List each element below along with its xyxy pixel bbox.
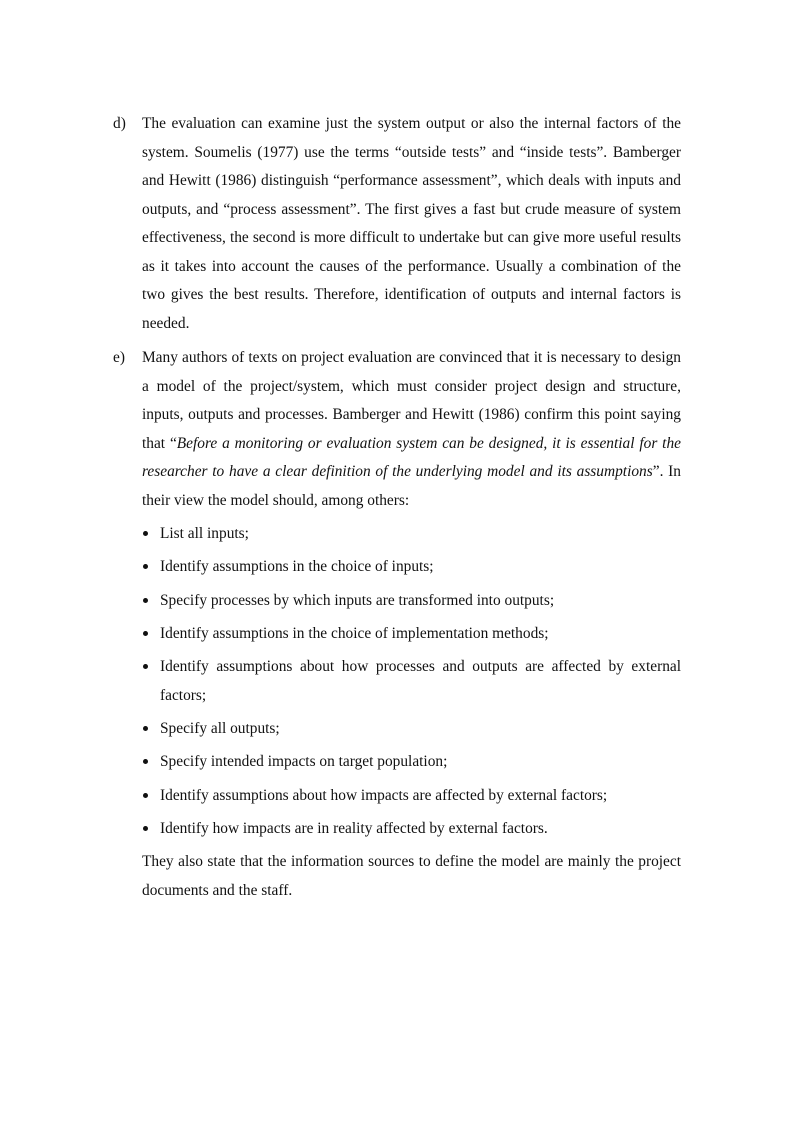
item-marker: e)	[113, 349, 125, 366]
list-item	[142, 815, 681, 844]
item-marker: d)	[113, 115, 126, 132]
bullet-text: Specify all outputs;	[160, 719, 280, 737]
bullet-icon	[143, 631, 148, 636]
list-item	[142, 520, 681, 549]
list-item-d	[113, 110, 681, 338]
bullet-text: List all inputs;	[160, 525, 249, 542]
list-item	[142, 587, 681, 616]
bullet-icon	[143, 726, 148, 731]
list-item	[142, 553, 681, 582]
paragraph-evaluation-scope: The evaluation can examine just the system output or also the internal factors of the system. Soumelis (1977) use the terms “outside tests” and “inside tests”. Bamberger and Hewitt (1986) distinguish “performance assessment”, which deals with inputs and outputs, and “process assessment”. The first gives a fast but crude measure of system effectiveness, the second is more difficult to undertake but can give more useful results as it takes into account the causes of the performance. Usually a combination of the two gives the best results. Therefore, identification of outputs and internal factors is needed.	[142, 115, 681, 332]
bullet-text: Identify assumptions about how processes and outputs are affected by external factors;	[160, 658, 681, 704]
model-requirements-list	[142, 520, 681, 843]
closing-paragraph: They also state that the information sources to define the model are mainly the project documents and the staff.	[142, 853, 681, 899]
bullet-icon	[143, 759, 148, 764]
bullet-text: Identify assumptions in the choice of inputs;	[160, 558, 434, 576]
bullet-text: Specify intended impacts on target population;	[160, 753, 448, 771]
bullet-icon	[143, 598, 148, 603]
bullet-icon	[143, 564, 148, 569]
item-body	[142, 110, 681, 338]
bullet-icon	[143, 531, 148, 536]
paragraph-project-model	[142, 344, 681, 515]
bullet-text: Specify processes by which inputs are transformed into outputs;	[160, 591, 555, 609]
list-item	[142, 782, 681, 811]
bullet-text: Identify assumptions about how impacts are affected by external factors;	[160, 786, 608, 804]
paragraph-text-before: Many authors of texts on project evaluation are convinced that it is necessary to design a model of the project/system, which must consider project design and structure, inputs, outputs and processes. Bamberger and Hewitt (1986) confirm this point saying that “	[142, 349, 681, 452]
bullet-icon	[143, 793, 148, 798]
bullet-icon	[143, 826, 148, 831]
list-item	[142, 715, 681, 744]
list-item	[142, 748, 681, 777]
paragraph-text-after: ”. In their view the model should, among others:	[142, 463, 681, 509]
item-body	[142, 344, 681, 905]
bullet-text: Identify assumptions in the choice of implementation methods;	[160, 624, 549, 642]
list-item	[142, 653, 681, 710]
bullet-icon	[143, 664, 148, 669]
list-item-e	[113, 344, 681, 905]
italic-quote: Before a monitoring or evaluation system can be designed, it is essential for the researcher to have a clear definition of the underlying model and its assumptions	[142, 434, 681, 480]
list-item	[142, 620, 681, 649]
bullet-text: Identify how impacts are in reality affected by external factors.	[160, 819, 548, 837]
